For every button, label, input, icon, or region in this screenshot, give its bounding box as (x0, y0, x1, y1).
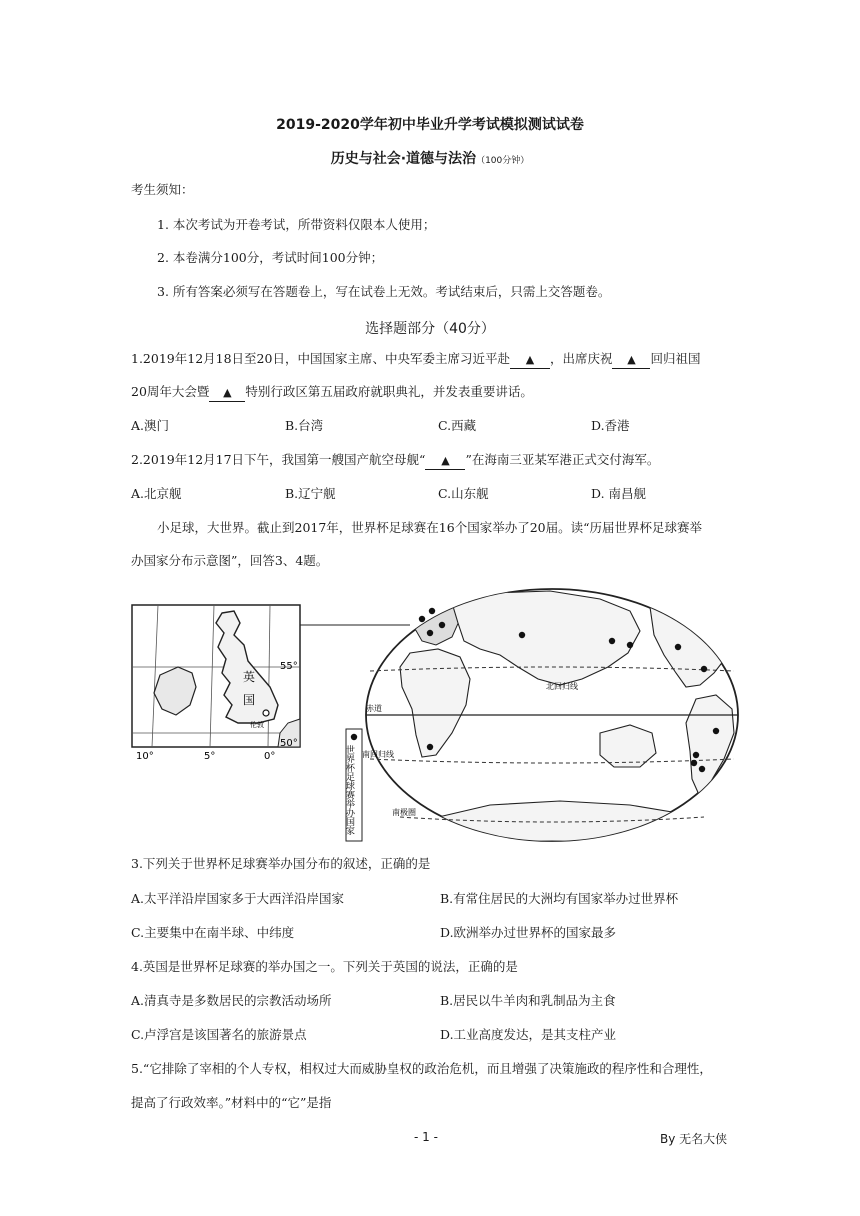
inset-lon-0-label: 0° (264, 751, 276, 762)
q2-option-b: B.辽宁舰 (285, 486, 336, 501)
host-marker-chile (693, 752, 699, 758)
host-marker-argentina (699, 766, 705, 772)
host-marker-uruguay (691, 760, 697, 766)
intro-line-1: 小足球，大世界。截止到2017年，世界杯足球赛在16个国家举办了20届。读“历届世界杯足球赛举 (157, 520, 703, 535)
q1-option-c: C.西藏 (438, 418, 477, 433)
notice-item-1: 1. 本次考试为开卷考试，所带资料仅限本人使用； (157, 217, 436, 232)
q4-option-a: A.清真寺是多数居民的宗教活动场所 (131, 993, 332, 1008)
exam-duration: （100分钟） (476, 156, 530, 166)
inset-lat-55-label: 55° (280, 661, 298, 672)
q2-text-a: 2.2019年12月17日下午，我国第一艘国产航空母舰“ (131, 452, 426, 467)
q4-stem: 4.英国是世界杯足球赛的举办国之一。下列关于英国的说法，正确的是 (131, 959, 518, 974)
q1-text-b: ，出席庆祝 (549, 351, 613, 366)
q2-option-d: D. 南昌舰 (591, 486, 647, 501)
tropic-of-cancer-label: 北回归线 (546, 682, 578, 691)
host-marker-south-africa (427, 744, 433, 750)
section-title: 选择题部分（40分） (365, 321, 495, 337)
antarctic-circle-label: 南极圈 (392, 808, 416, 817)
q3-option-b: B.有常住居民的大洲均有国家举办过世界杯 (440, 891, 679, 906)
answer-blank: ▲ (425, 453, 465, 470)
q1-option-b: B.台湾 (285, 418, 324, 433)
tropic-of-capricorn-label: 南回归线 (362, 750, 394, 759)
q1-line-1 (131, 351, 701, 369)
q4-option-d: D.工业高度发达，是其支柱产业 (440, 1027, 617, 1042)
inset-lat-50-label: 50° (280, 738, 298, 749)
inset-country-label-1: 英 (243, 670, 256, 684)
london-marker (263, 710, 269, 716)
q3-option-a: A.太平洋沿岸国家多于大西洋沿岸国家 (131, 891, 345, 906)
q3-option-d: D.欧洲举办过世界杯的国家最多 (440, 925, 617, 940)
q3-stem: 3.下列关于世界杯足球赛举办国分布的叙述，正确的是 (131, 856, 431, 871)
answer-blank: ▲ (209, 385, 245, 402)
exam-title: 2019-2020学年初中毕业升学考试模拟测试试卷 (276, 117, 584, 133)
author-credit: By 无名大侠 (660, 1132, 728, 1146)
intro-line-2: 办国家分布示意图”，回答3、4题。 (131, 553, 329, 568)
q2-option-c: C.山东舰 (438, 486, 489, 501)
inset-country-label-2: 国 (243, 693, 256, 707)
equator-label: 赤道 (366, 704, 382, 713)
host-marker-europe-3 (439, 622, 445, 628)
notice-item-2: 2. 本卷满分100分，考试时间100分钟； (157, 250, 384, 265)
q2-option-a: A.北京舰 (131, 486, 182, 501)
exam-subtitle (0, 148, 860, 168)
inset-lon-10-label: 10° (136, 751, 154, 762)
legend-marker (351, 734, 357, 740)
world-cup-map-figure (130, 583, 740, 843)
world-map-svg (130, 583, 740, 843)
land-australia (600, 725, 656, 767)
q1-text-c: 回归祖国 (650, 351, 701, 366)
host-marker-europe-4 (427, 630, 433, 636)
q1-line-2 (131, 384, 533, 402)
q1-text-a: 1.2019年12月18日至20日，中国国家主席、中央军委主席习近平赴 (131, 351, 510, 366)
host-marker-russia (519, 632, 525, 638)
legend-label: 世界杯足球赛举办国家 (344, 745, 354, 835)
q1-text-e: 特别行政区第五届政府就职典礼，并发表重要讲话。 (245, 384, 533, 399)
host-marker-brazil (713, 728, 719, 734)
q1-option-a: A.澳门 (131, 418, 170, 433)
notice-heading: 考生须知： (131, 182, 194, 197)
subject-name: 历史与社会·道德与法治 (330, 151, 477, 167)
host-marker-korea (609, 638, 615, 644)
q4-option-c: C.卢浮宫是该国著名的旅游景点 (131, 1027, 307, 1042)
q2-stem (131, 452, 659, 470)
host-marker-usa (675, 644, 681, 650)
host-marker-europe-1 (419, 616, 425, 622)
inset-lon-5-label: 5° (204, 751, 216, 762)
notice-item-3: 3. 所有答案必须写在答题卷上，写在试卷上无效。考试结束后，只需上交答题卷。 (157, 284, 611, 299)
host-marker-mexico (701, 666, 707, 672)
page-number: - 1 - (414, 1130, 438, 1144)
q2-text-b: ”在海南三亚某军港正式交付海军。 (465, 452, 660, 467)
host-marker-europe-2 (429, 608, 435, 614)
q5-line-1: 5.“它排除了宰相的个人专权，相权过大而威胁皇权的政治危机，而且增强了决策施政的程序性和合理性， (131, 1061, 712, 1076)
q1-text-d: 20周年大会暨 (131, 384, 210, 399)
q3-option-c: C.主要集中在南半球、中纬度 (131, 925, 295, 940)
inset-city-label: 伦敦 (250, 721, 264, 729)
answer-blank: ▲ (612, 352, 650, 369)
answer-blank: ▲ (510, 352, 550, 369)
q5-line-2: 提高了行政效率。”材料中的“它”是指 (131, 1095, 332, 1110)
q1-option-d: D.香港 (591, 418, 630, 433)
q4-option-b: B.居民以牛羊肉和乳制品为主食 (440, 993, 616, 1008)
host-marker-japan (627, 642, 633, 648)
